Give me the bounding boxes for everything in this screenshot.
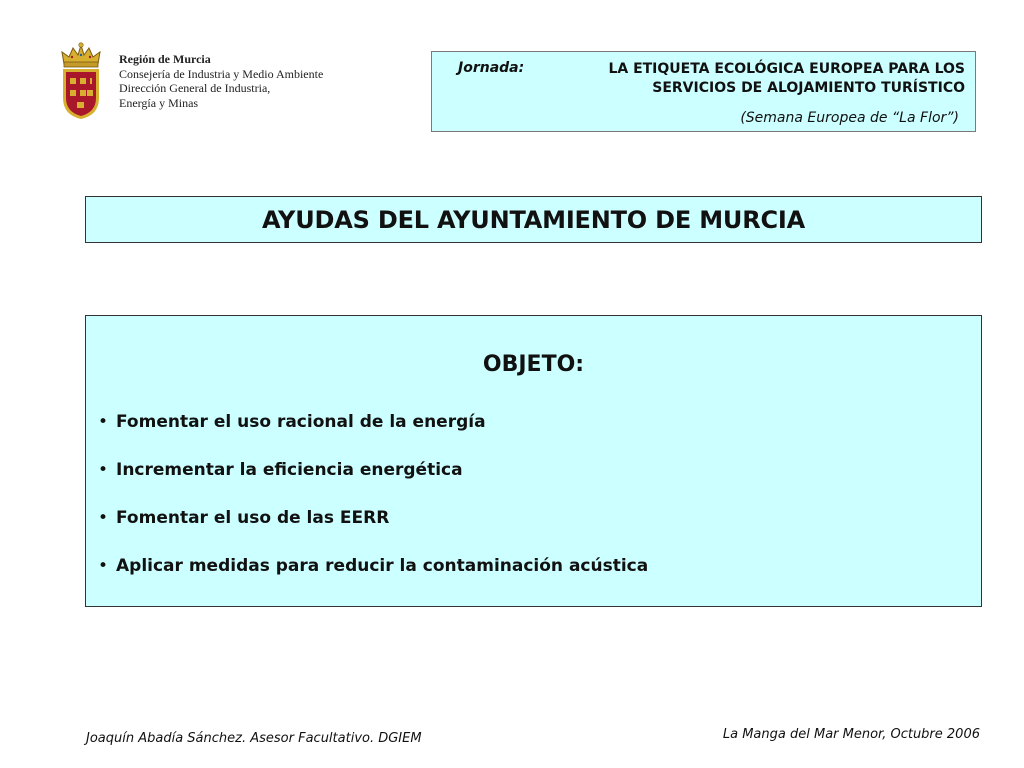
region-coat-of-arms-logo	[58, 42, 104, 120]
list-item	[98, 508, 648, 556]
crown-icon	[62, 43, 100, 67]
institution-line: Dirección General de Industria,	[119, 81, 271, 95]
event-subtitle: (Semana Europea de “La Flor”)	[740, 110, 959, 126]
event-title-line: SERVICIOS DE ALOJAMIENTO TURÍSTICO	[652, 80, 965, 96]
section-heading: OBJETO:	[482, 352, 585, 377]
event-title	[545, 60, 965, 98]
list-item	[98, 556, 648, 604]
bullet-icon: •	[98, 556, 109, 576]
institution-line: Consejería de Industria y Medio Ambiente	[119, 66, 324, 81]
list-item-text: Fomentar el uso racional de la energía	[116, 412, 486, 432]
slide-title-box	[85, 196, 982, 243]
institution-name: Región de Murcia	[119, 52, 211, 66]
list-item	[98, 460, 648, 508]
institution-header	[119, 52, 323, 110]
shield-icon	[63, 69, 99, 119]
event-title-line: LA ETIQUETA ECOLÓGICA EUROPEA PARA LOS	[608, 61, 965, 77]
event-label: Jornada:	[458, 60, 525, 76]
event-info-box	[431, 51, 976, 132]
list-item-text: Aplicar medidas para reducir la contaminación acústica	[116, 556, 649, 576]
footer-place-date: La Manga del Mar Menor, Octubre 2006	[722, 727, 980, 742]
list-item	[98, 412, 648, 460]
list-item-text: Fomentar el uso de las EERR	[116, 508, 390, 528]
content-panel	[85, 315, 982, 607]
bullet-icon: •	[98, 412, 109, 432]
bullet-icon: •	[98, 508, 109, 528]
bullet-icon: •	[98, 460, 109, 480]
objective-list	[98, 412, 648, 604]
list-item-text: Incrementar la eficiencia energética	[116, 460, 463, 480]
footer-author: Joaquín Abadía Sánchez. Asesor Facultativo. DGIEM	[86, 731, 422, 746]
institution-line: Energía y Minas	[119, 95, 199, 110]
slide-title: AYUDAS DEL AYUNTAMIENTO DE MURCIA	[261, 205, 806, 234]
